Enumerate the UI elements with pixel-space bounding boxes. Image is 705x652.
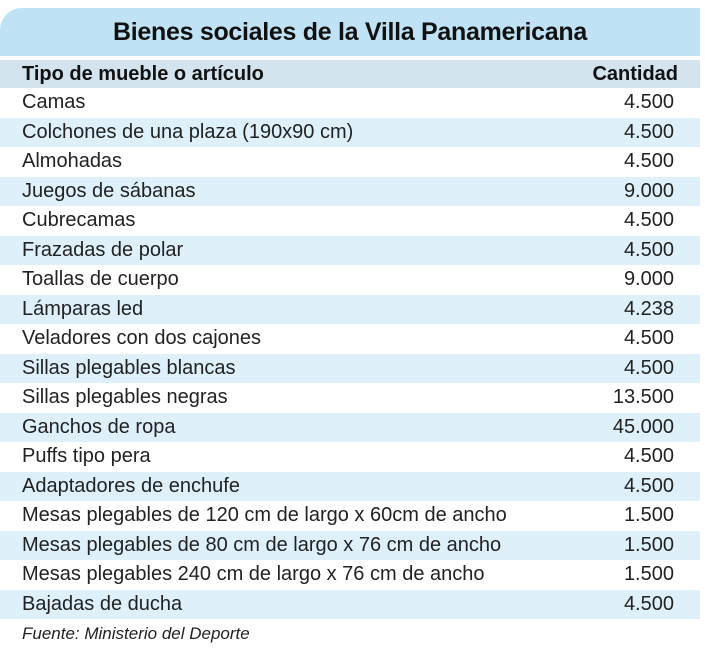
item-quantity: 1.500	[623, 504, 674, 527]
item-name: Lámparas led	[22, 297, 144, 320]
item-quantity: 9.000	[623, 179, 674, 202]
item-name: Puffs tipo pera	[22, 445, 151, 468]
table-row	[0, 501, 700, 531]
table-header	[0, 60, 700, 88]
table-row	[0, 472, 700, 502]
item-name: Colchones de una plaza (190x90 cm)	[22, 120, 354, 143]
item-name: Sillas plegables negras	[22, 386, 228, 409]
item-quantity: 4.500	[623, 356, 674, 379]
item-name: Bajadas de ducha	[22, 592, 183, 615]
item-name: Mesas plegables de 80 cm de largo x 76 cm de ancho	[22, 533, 502, 556]
table-row	[0, 206, 700, 236]
table-row	[0, 236, 700, 266]
item-quantity: 4.500	[623, 592, 674, 615]
table-title: Bienes sociales de la Villa Panamericana	[0, 8, 700, 56]
item-quantity: 1.500	[623, 533, 674, 556]
item-quantity: 4.500	[623, 209, 674, 232]
table-row	[0, 442, 700, 472]
table-row	[0, 177, 700, 207]
column-header-item: Tipo de mueble o artículo	[22, 62, 264, 85]
table-row	[0, 265, 700, 295]
item-quantity: 4.500	[623, 120, 674, 143]
item-name: Sillas plegables blancas	[22, 356, 236, 379]
item-quantity: 9.000	[623, 268, 674, 291]
item-name: Cubrecamas	[22, 209, 136, 232]
table-row	[0, 147, 700, 177]
item-name: Adaptadores de enchufe	[22, 474, 240, 497]
source-note: Fuente: Ministerio del Deporte	[22, 624, 250, 643]
item-name: Veladores con dos cajones	[22, 327, 262, 350]
table-row	[0, 295, 700, 325]
table-row	[0, 531, 700, 561]
item-quantity: 4.238	[623, 297, 674, 320]
item-quantity: 1.500	[623, 563, 674, 586]
item-quantity: 4.500	[623, 445, 674, 468]
item-quantity: 4.500	[623, 91, 674, 114]
table-row	[0, 560, 700, 590]
item-quantity: 45.000	[612, 415, 674, 438]
item-quantity: 4.500	[623, 474, 674, 497]
item-name: Toallas de cuerpo	[22, 268, 179, 291]
item-name: Ganchos de ropa	[22, 415, 176, 438]
item-name: Mesas plegables 240 cm de largo x 76 cm de ancho	[22, 563, 485, 586]
column-header-quantity: Cantidad	[592, 62, 678, 85]
item-name: Camas	[22, 91, 86, 114]
table-row	[0, 324, 700, 354]
table-body	[0, 88, 700, 619]
item-quantity: 4.500	[623, 238, 674, 261]
table-row	[0, 413, 700, 443]
item-name: Frazadas de polar	[22, 238, 184, 261]
item-name: Juegos de sábanas	[22, 179, 196, 202]
table-row	[0, 590, 700, 620]
item-quantity: 4.500	[623, 150, 674, 173]
table-row	[0, 118, 700, 148]
table-row	[0, 354, 700, 384]
table-row	[0, 88, 700, 118]
item-quantity: 13.500	[612, 386, 674, 409]
item-name: Almohadas	[22, 150, 123, 173]
item-name: Mesas plegables de 120 cm de largo x 60cm de ancho	[22, 504, 507, 527]
table-row	[0, 383, 700, 413]
item-quantity: 4.500	[623, 327, 674, 350]
